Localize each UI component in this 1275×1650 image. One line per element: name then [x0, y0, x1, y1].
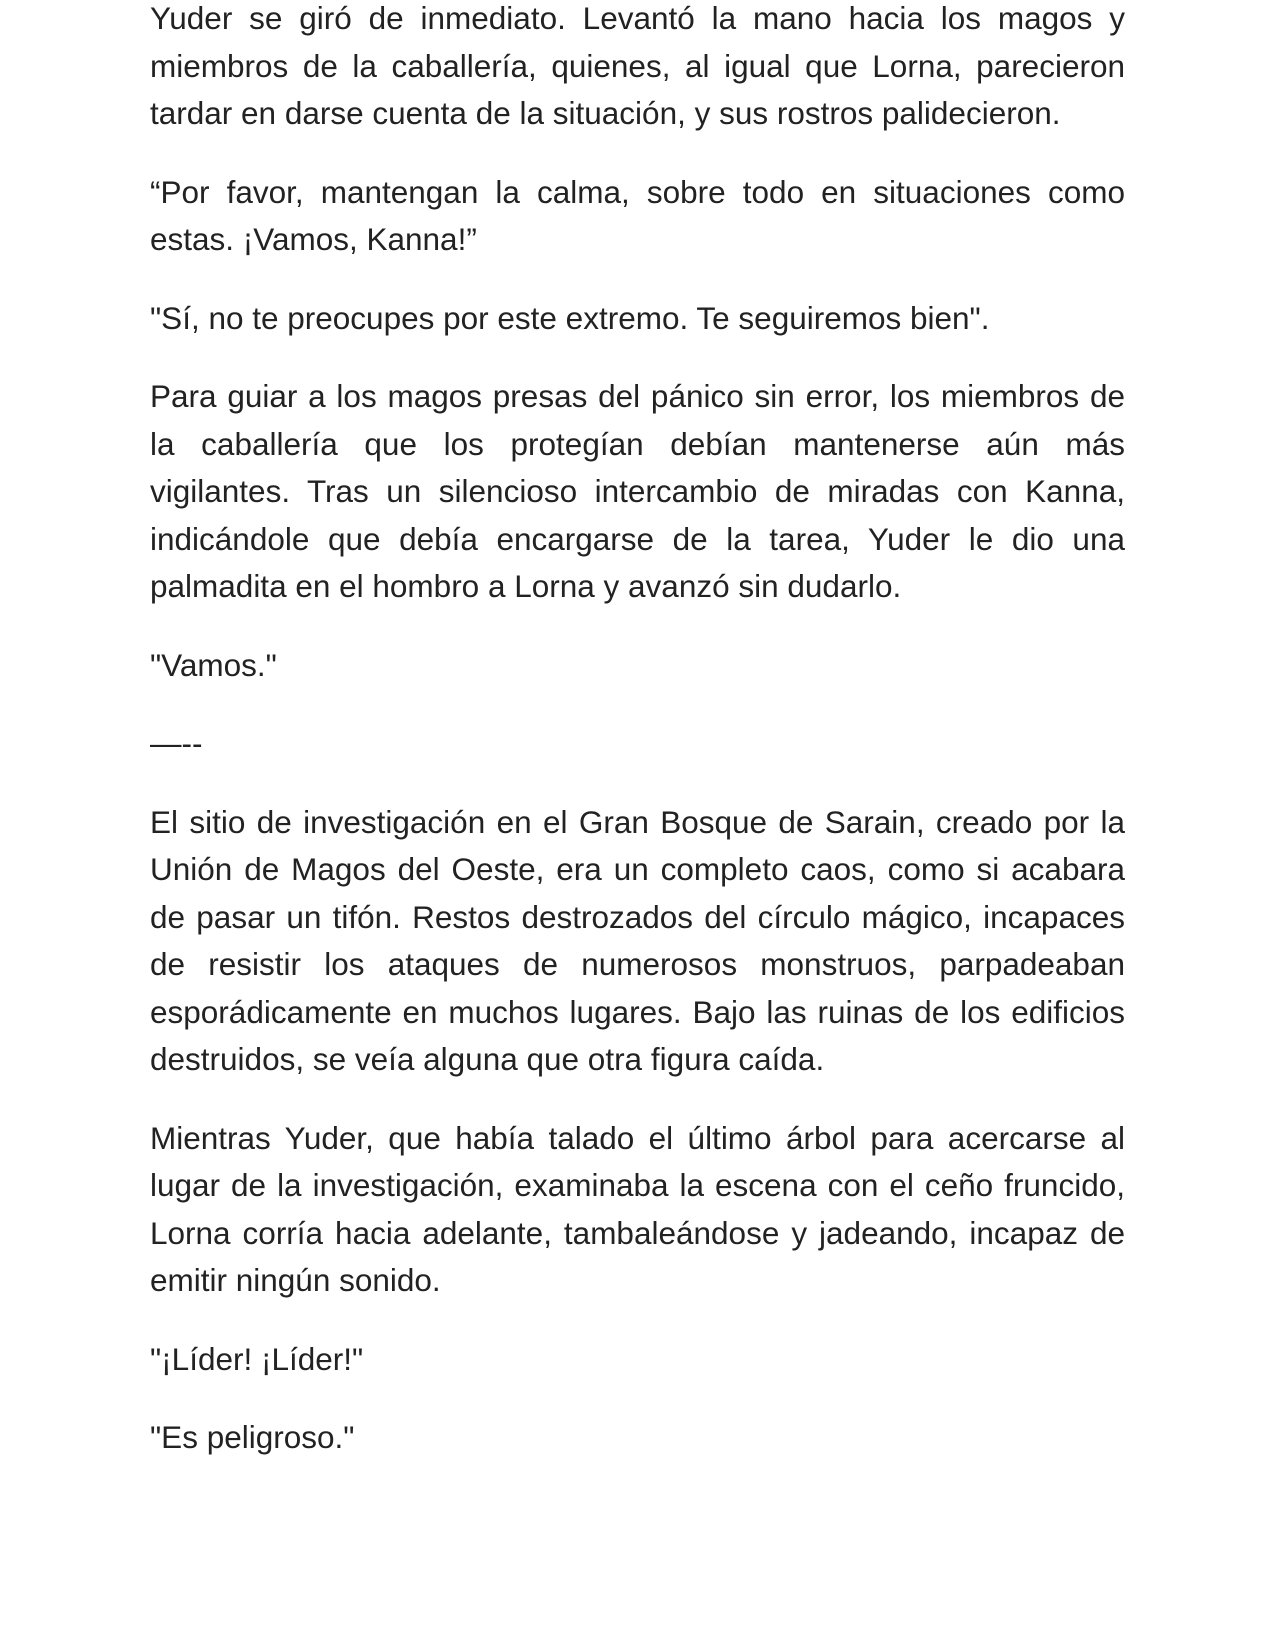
paragraph-keep-calm: “Por favor, mantengan la calma, sobre todo en situaciones como estas. ¡Vamos, Kanna!” — [150, 173, 1125, 257]
paragraph-vamos: "Vamos." — [150, 646, 277, 683]
document-page — [150, 0, 1125, 1493]
paragraph-leader: "¡Líder! ¡Líder!" — [150, 1340, 364, 1377]
paragraph-dont-worry: "Sí, no te preocupes por este extremo. Te seguiremos bien". — [150, 299, 990, 336]
scene-break: —-- — [150, 725, 203, 761]
paragraph-lorna-running: Mientras Yuder, que había talado el último árbol para acercarse al lugar de la investigación, examinaba la escena con el ceño fruncido, Lorna corría hacia adelante, tambaleándose y jadeando, incapaz de emitir ningún sonido. — [150, 1119, 1125, 1298]
paragraph-guide-mages: Para guiar a los magos presas del pánico sin error, los miembros de la caballería que los protegían debían mantenerse aún más vigilantes. Tras un silencioso intercambio de miradas con Kanna, indicándole que debía encargarse de la tarea, Yuder le dio una palmadita en el hombro a Lorna y avanzó sin dudarlo. — [150, 378, 1125, 604]
paragraph-research-site: El sitio de investigación en el Gran Bosque de Sarain, creado por la Unión de Magos del Oeste, era un completo caos, como si acabara de pasar un tifón. Restos destrozados del círculo mágico, incapaces de resistir los ataques de numerosos monstruos, parpadeaban esporádicamente en muchos lugares. Bajo las ruinas de los edificios destruidos, se veía alguna que otra figura caída. — [150, 803, 1125, 1077]
paragraph-yuder-turned: Yuder se giró de inmediato. Levantó la mano hacia los magos y miembros de la caballería, quienes, al igual que Lorna, parecieron tardar en darse cuenta de la situación, y sus rostros palidecieron. — [150, 0, 1125, 131]
paragraph-dangerous: "Es peligroso." — [150, 1419, 355, 1455]
